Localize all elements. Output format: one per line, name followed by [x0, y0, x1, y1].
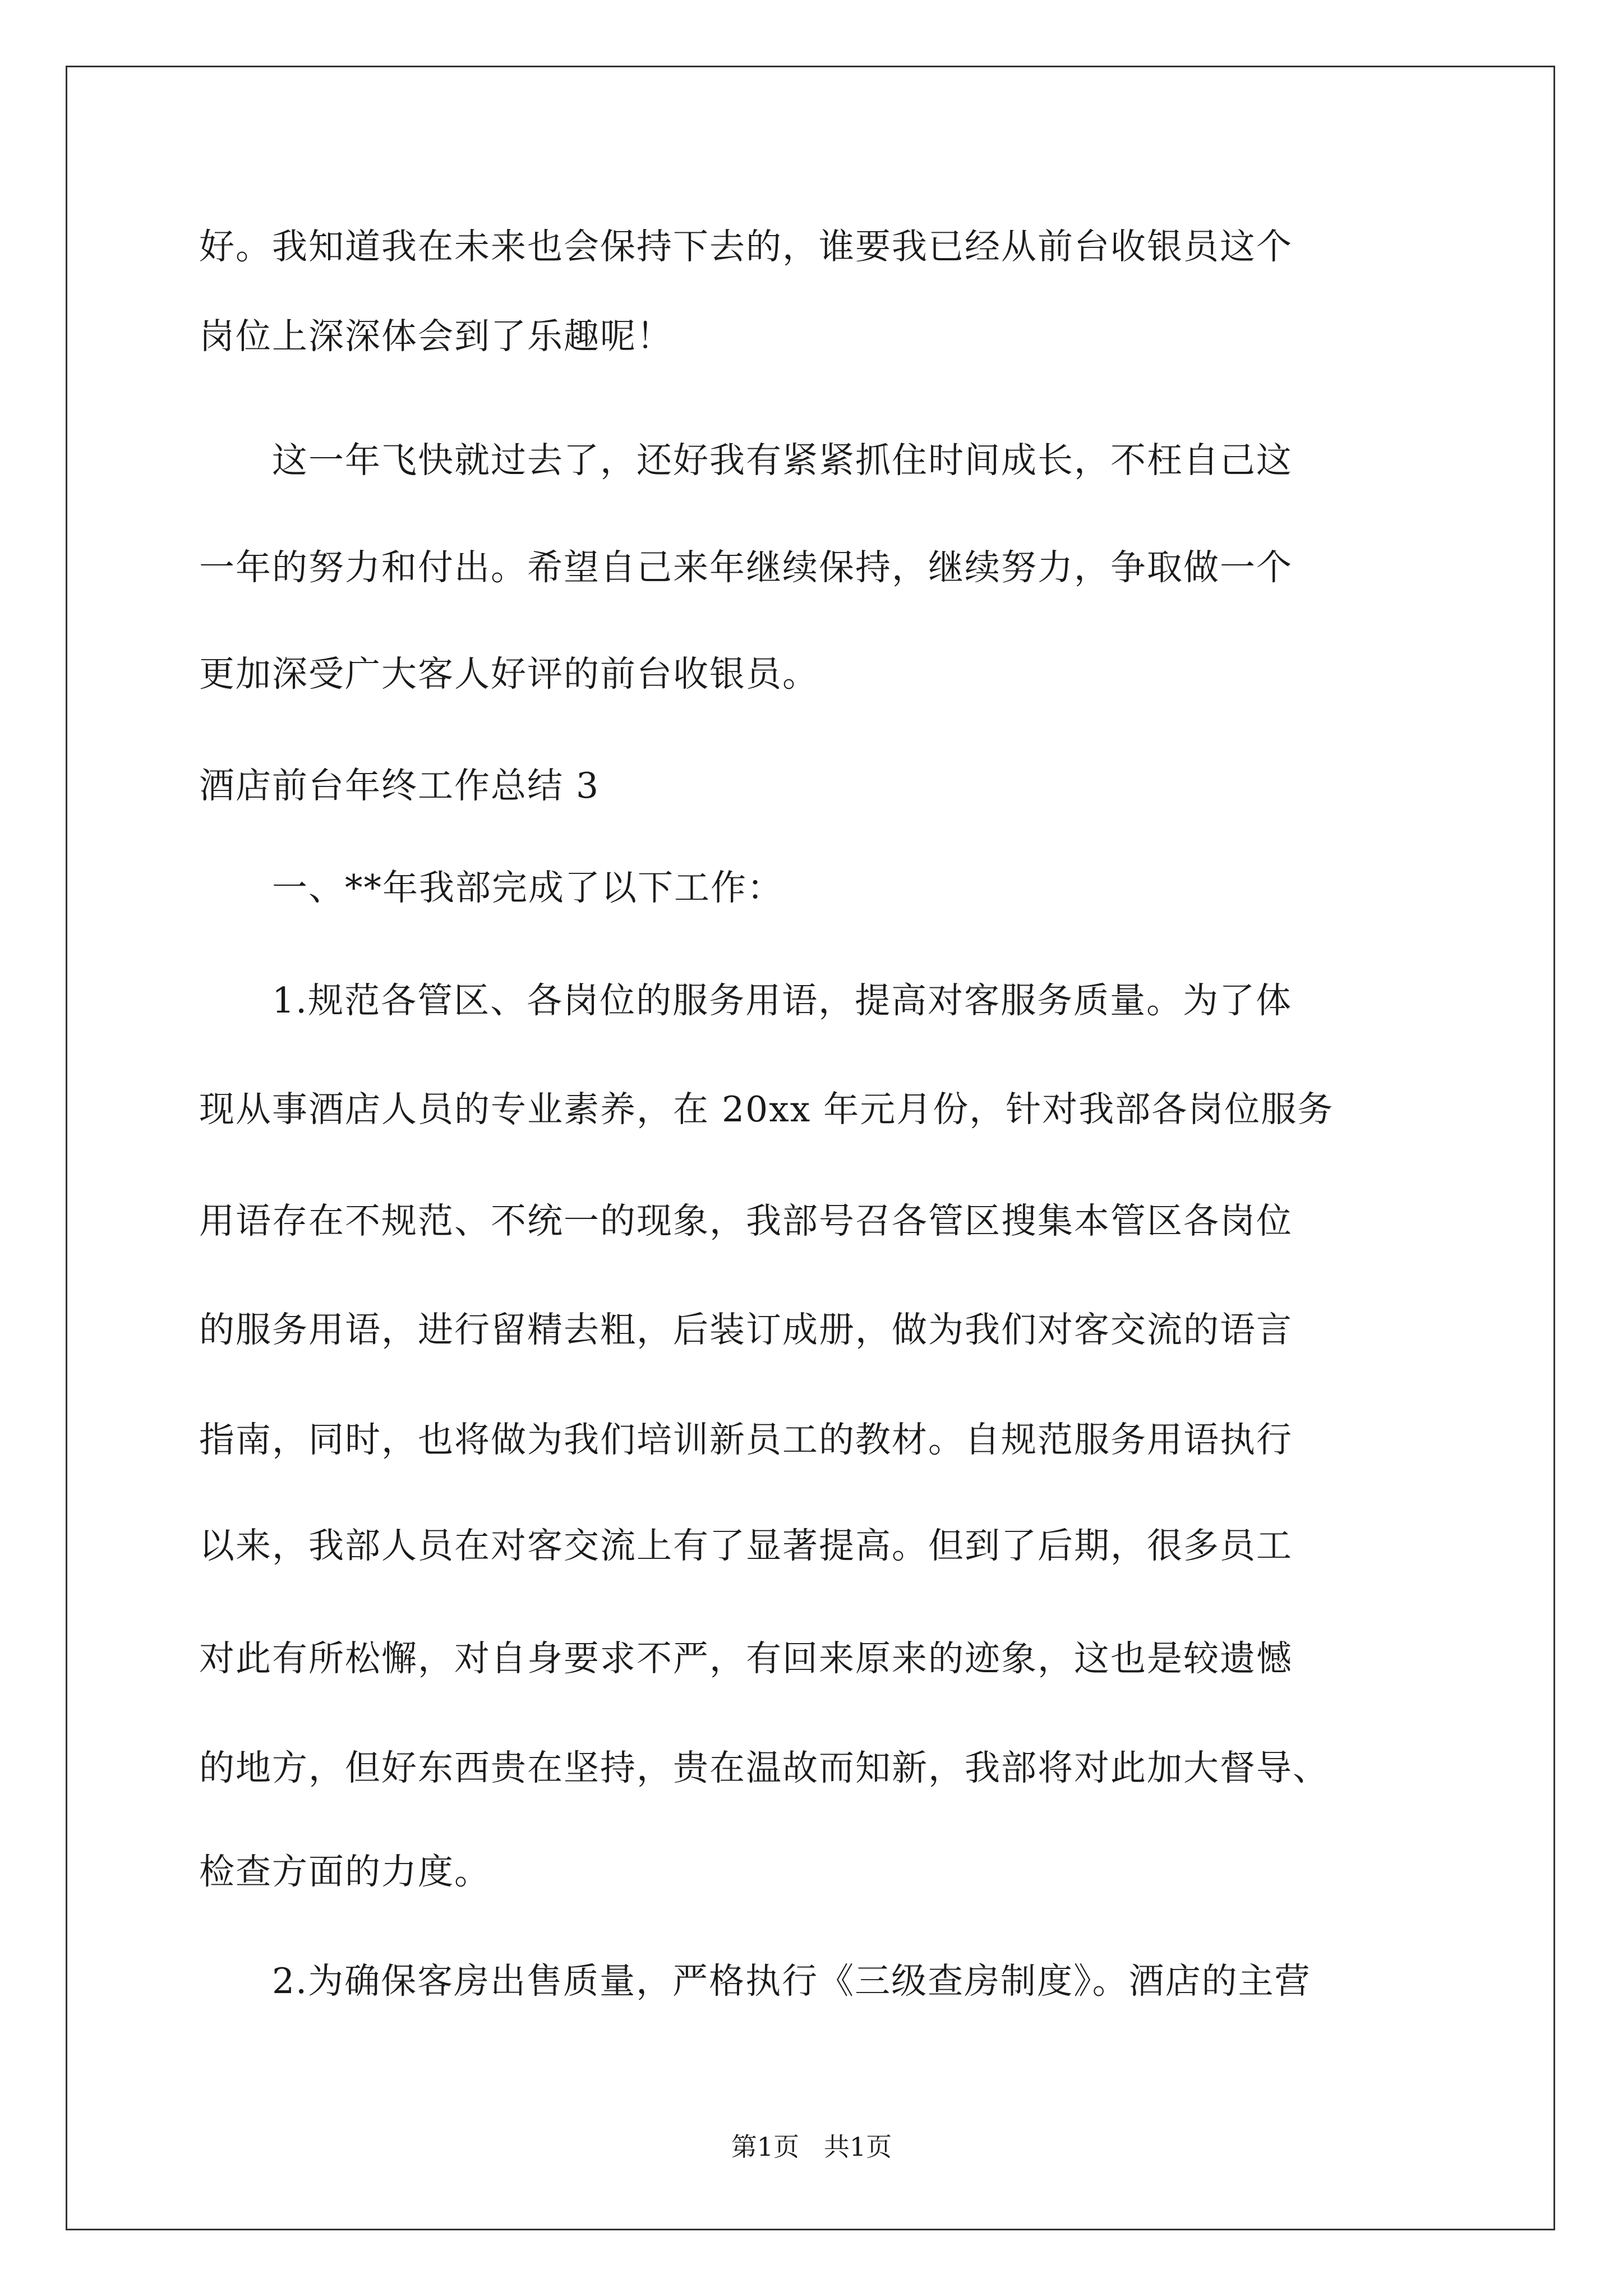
body-text-line: 检查方面的力度。	[199, 1851, 491, 1892]
body-text-line: 对此有所松懈，对自身要求不严，有回来原来的迹象，这也是较遗憾	[199, 1638, 1293, 1679]
body-text-line: 更加深受广大客人好评的前台收银员。	[199, 654, 819, 694]
body-text-line: 的服务用语，进行留精去粗，后装订成册，做为我们对客交流的语言	[199, 1309, 1293, 1350]
body-text-line: 指南，同时，也将做为我们培训新员工的教材。自规范服务用语执行	[199, 1419, 1293, 1460]
body-text-line: 1.规范各管区、各岗位的服务用语，提高对客服务质量。为了体	[199, 980, 1293, 1021]
body-text-line: 的地方，但好东西贵在坚持，贵在温故而知新，我部将对此加大督导、	[199, 1747, 1329, 1788]
body-text-line: 岗位上深深体会到了乐趣呢！	[199, 316, 673, 357]
body-text-line: 现从事酒店人员的专业素养，在 20xx 年元月份，针对我部各岗位服务	[199, 1089, 1334, 1130]
body-text-line: 用语存在不规范、不统一的现象，我部号召各管区搜集本管区各岗位	[199, 1200, 1293, 1241]
section-heading: 酒店前台年终工作总结 3	[199, 765, 600, 806]
body-text-line: 好。我知道我在未来也会保持下去的，谁要我已经从前台收银员这个	[199, 226, 1293, 267]
body-text-line: 一、**年我部完成了以下工作：	[199, 867, 783, 908]
body-text-line: 2.为确保客房出售质量，严格执行《三级查房制度》。酒店的主营	[199, 1961, 1311, 2001]
body-text-line: 一年的努力和付出。希望自己来年继续保持，继续努力，争取做一个	[199, 547, 1293, 588]
page-footer: 第1页 共1页	[731, 2132, 892, 2162]
body-text-line: 以来，我部人员在对客交流上有了显著提高。但到了后期，很多员工	[199, 1525, 1293, 1566]
body-text-line: 这一年飞快就过去了，还好我有紧紧抓住时间成长，不枉自己这	[199, 440, 1293, 481]
page-border	[66, 66, 1555, 2230]
